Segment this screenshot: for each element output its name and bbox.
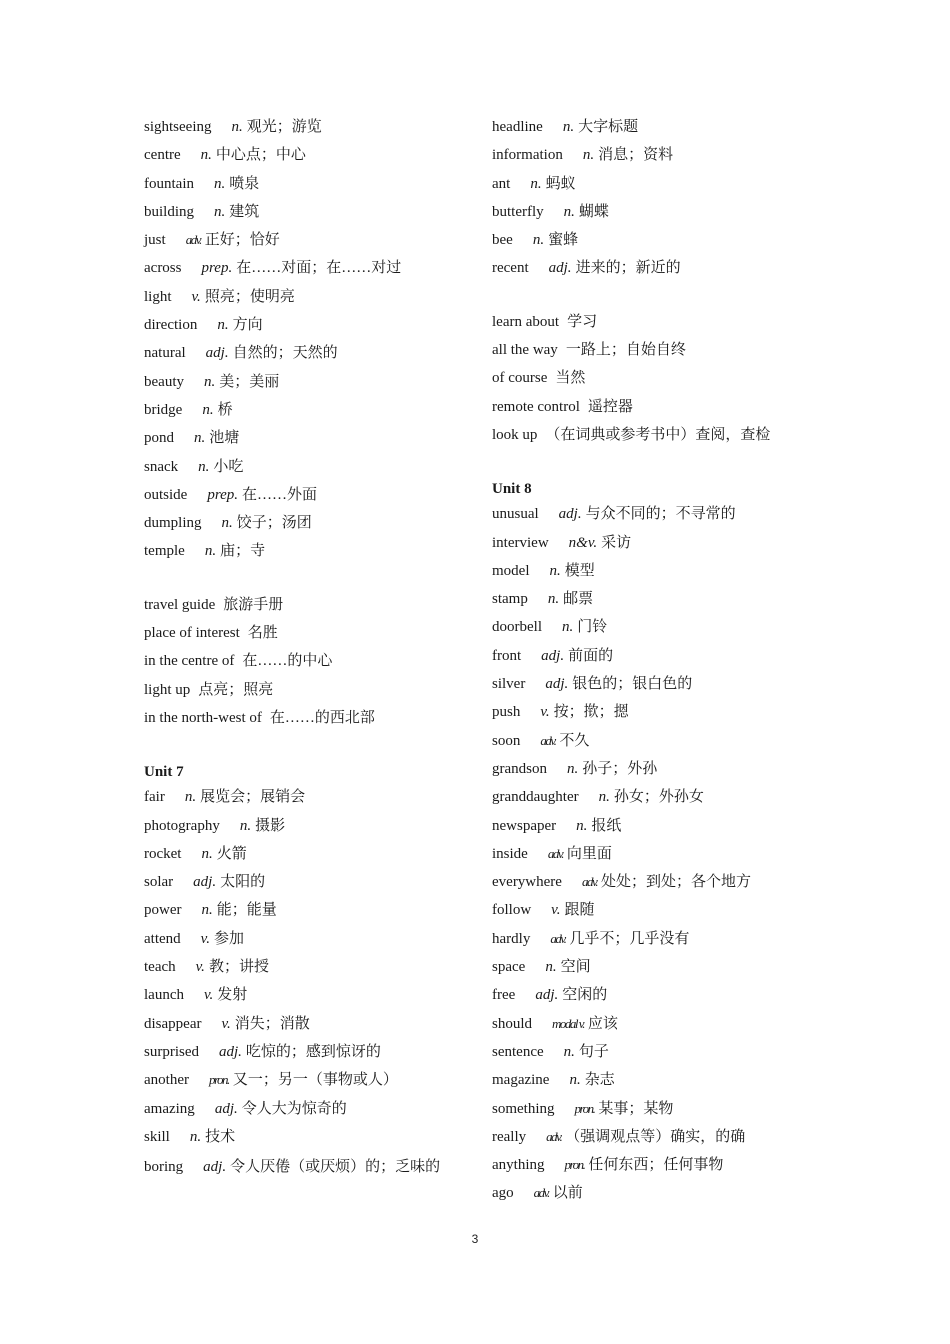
phrase-entry: [144, 593, 464, 621]
vocab-entry: [144, 455, 464, 483]
part-of-speech: n.: [200, 147, 212, 164]
vocab-meaning: 按；揿；摁: [553, 704, 629, 721]
vocab-word: bridge: [144, 401, 183, 418]
part-of-speech: prep.: [201, 260, 233, 277]
vocab-entry: [492, 785, 812, 813]
vocab-word: headline: [492, 119, 543, 135]
vocab-word: front: [492, 647, 522, 664]
vocab-entry: [144, 842, 464, 870]
vocab-meaning: 消失；消散: [234, 1015, 310, 1032]
vocab-word: granddaughter: [492, 789, 579, 806]
vocab-word: recent: [492, 260, 529, 277]
vocab-meaning: 在……外面: [242, 486, 318, 503]
vocab-meaning: 不久: [559, 732, 590, 749]
part-of-speech: adj.: [214, 1100, 238, 1117]
vocab-entry: [492, 842, 812, 870]
phrase-list-left: [144, 593, 464, 734]
phrase-list-right: [492, 310, 812, 451]
vocab-entry: [144, 814, 464, 842]
vocab-entry: [492, 115, 812, 143]
vocab-meaning: 方向: [232, 317, 263, 334]
phrase-entry: [492, 395, 812, 423]
phrase-meaning: 学习: [567, 313, 598, 330]
vocab-word: light: [144, 288, 172, 305]
vocab-word: power: [144, 902, 182, 919]
phrase-meaning: 名胜: [247, 625, 278, 642]
part-of-speech: n.: [545, 959, 557, 976]
vocab-entry: [144, 927, 464, 955]
vocab-entry: [144, 426, 464, 454]
vocab-entry: [144, 370, 464, 398]
vocab-meaning: 前面的: [568, 647, 614, 664]
vocab-entry: [144, 143, 464, 171]
vocab-entry: [492, 1181, 812, 1209]
vocab-entry: [144, 1040, 464, 1068]
vocab-word: beauty: [144, 373, 184, 390]
vocab-entry: [144, 983, 464, 1011]
vocab-word: push: [492, 704, 521, 721]
vocab-entry: [144, 898, 464, 926]
part-of-speech: n.: [549, 562, 561, 579]
part-of-speech: n.: [214, 175, 226, 192]
vocab-entry: [144, 115, 464, 143]
vocab-meaning: 蝴蝶: [578, 203, 609, 220]
vocab-entry: [492, 1097, 812, 1125]
vocab-entry: [492, 531, 812, 559]
part-of-speech: v.: [203, 987, 214, 1004]
vocab-entry: [492, 1125, 812, 1153]
vocab-word: another: [144, 1072, 189, 1089]
vocab-meaning: 进来的；新近的: [575, 260, 681, 277]
part-of-speech: n.: [184, 789, 197, 806]
vocab-meaning: 令人厌倦（或厌烦）的；乏味的: [230, 1159, 441, 1176]
vocab-entry: [492, 615, 812, 643]
vocab-meaning: 喷泉: [229, 175, 260, 192]
part-of-speech: n.: [214, 203, 226, 220]
part-of-speech: pron.: [208, 1072, 229, 1088]
part-of-speech: n.: [562, 119, 575, 135]
part-of-speech: v.: [200, 930, 210, 947]
part-of-speech: adv.: [533, 1185, 549, 1201]
part-of-speech: n.: [203, 373, 216, 390]
vocab-meaning: 自然的；天然的: [232, 345, 338, 362]
part-of-speech: n.: [221, 515, 233, 532]
vocab-entry: [144, 256, 464, 284]
vocab-entry: [492, 1068, 812, 1096]
vocab-meaning: 展览会；展销会: [200, 789, 306, 806]
vocab-entry: [492, 587, 812, 615]
vocab-entry: [144, 228, 464, 256]
vocab-entry: [144, 1097, 464, 1125]
vocab-entry: [144, 511, 464, 539]
phrase-text: in the centre of: [144, 653, 235, 670]
vocab-meaning: 任何东西；任何事物: [588, 1157, 724, 1174]
vocab-word: direction: [144, 317, 198, 334]
vocab-entry: [492, 927, 812, 955]
part-of-speech: adv.: [185, 232, 201, 248]
phrase-meaning: 一路上；自始自终: [565, 342, 686, 359]
right-column: [492, 115, 812, 1210]
part-of-speech: modal v.: [552, 1015, 584, 1031]
part-of-speech: n.: [547, 591, 560, 608]
vocab-entry: [492, 757, 812, 785]
vocab-word: everywhere: [492, 874, 562, 891]
vocab-meaning: 以前: [552, 1185, 583, 1202]
phrase-meaning: 遥控器: [587, 398, 633, 415]
phrase-entry: [144, 706, 464, 734]
part-of-speech: v.: [221, 1015, 231, 1032]
part-of-speech: v.: [191, 288, 201, 305]
phrase-text: look up: [492, 426, 538, 443]
vocab-list-left-1: [144, 115, 464, 568]
vocab-entry: [144, 483, 464, 511]
vocab-word: launch: [144, 987, 184, 1004]
phrase-meaning: （在词典或参考书中）查阅，查检: [545, 426, 771, 443]
vocab-meaning: 银色的；银白色的: [572, 676, 693, 693]
phrase-text: remote control: [492, 398, 580, 415]
vocab-word: something: [492, 1100, 555, 1117]
unit-7-heading: Unit 7: [144, 764, 184, 781]
part-of-speech: adj.: [193, 874, 217, 891]
phrase-meaning: 在……的西北部: [269, 709, 375, 726]
vocab-entry: [492, 172, 812, 200]
part-of-speech: n.: [202, 401, 214, 418]
vocab-entry: [144, 870, 464, 898]
vocab-word: should: [492, 1015, 533, 1032]
vocab-word: interview: [492, 534, 549, 551]
page-number: 3: [471, 1232, 479, 1246]
phrase-text: all the way: [492, 342, 558, 359]
part-of-speech: adj.: [203, 1159, 227, 1176]
vocab-meaning: 向里面: [566, 845, 612, 862]
vocab-word: bee: [492, 232, 513, 249]
vocab-meaning: 消息；资料: [598, 147, 674, 164]
vocab-meaning: 令人大为惊奇的: [241, 1100, 347, 1117]
vocab-word: solar: [144, 874, 174, 891]
vocab-meaning: 与众不同的；不寻常的: [585, 506, 736, 523]
vocab-word: snack: [144, 458, 179, 475]
vocab-entry: [492, 1012, 812, 1040]
phrase-meaning: 点亮；照亮: [198, 681, 274, 698]
vocab-meaning: 孙子；外孙: [582, 760, 658, 777]
vocab-word: grandson: [492, 760, 547, 777]
vocab-meaning: 空闲的: [562, 987, 608, 1004]
part-of-speech: n.: [569, 1072, 581, 1089]
vocab-meaning: 照亮；使明亮: [204, 288, 295, 305]
vocab-entry: [144, 539, 464, 567]
vocab-word: newspaper: [492, 817, 557, 834]
part-of-speech: n.: [189, 1128, 202, 1145]
vocab-meaning: 杂志: [584, 1072, 615, 1089]
vocab-entry: [144, 1125, 464, 1153]
phrase-entry: [144, 678, 464, 706]
part-of-speech: adj.: [205, 345, 229, 362]
phrase-text: of course: [492, 370, 548, 387]
vocab-meaning: 蚂蚁: [545, 175, 576, 192]
vocab-entry: [144, 955, 464, 983]
vocab-meaning: 太阳的: [220, 874, 266, 891]
vocab-word: amazing: [144, 1100, 195, 1117]
vocab-meaning: 火箭: [216, 845, 247, 862]
phrase-meaning: 旅游手册: [223, 596, 284, 613]
vocab-entry: [492, 729, 812, 757]
vocab-meaning: 模型: [564, 562, 595, 579]
vocab-entry: [492, 228, 812, 256]
vocab-meaning: 发射: [217, 987, 248, 1004]
vocab-entry: [144, 1153, 464, 1181]
vocab-word: dumpling: [144, 515, 202, 532]
part-of-speech: adv.: [581, 874, 598, 890]
part-of-speech: v.: [195, 959, 205, 976]
vocab-entry: [144, 1012, 464, 1040]
phrase-entry: [144, 621, 464, 649]
vocab-meaning: 中心点；中心: [215, 147, 306, 164]
vocab-meaning: 池塘: [209, 430, 240, 447]
vocab-entry: [492, 870, 812, 898]
vocab-meaning: 报纸: [591, 817, 622, 834]
vocab-meaning: 美；美丽: [219, 373, 280, 390]
vocab-word: sightseeing: [144, 119, 212, 135]
unit-8-heading: Unit 8: [492, 481, 532, 498]
vocab-meaning: 庙；寺: [220, 543, 266, 560]
vocab-list-unit-7: [144, 785, 464, 1181]
vocab-entry: [492, 559, 812, 587]
vocab-entry: [144, 313, 464, 341]
vocab-meaning: 应该: [587, 1015, 618, 1032]
vocab-entry: [492, 1153, 812, 1181]
vocab-word: ago: [492, 1185, 514, 1202]
vocab-entry: [492, 672, 812, 700]
vocab-meaning: 又一；另一（事物或人）: [232, 1072, 398, 1089]
part-of-speech: pron.: [574, 1100, 595, 1116]
vocab-meaning: 观光；游览: [246, 119, 322, 135]
phrase-text: light up: [144, 681, 191, 698]
part-of-speech: n.: [201, 845, 213, 862]
vocab-entry: [144, 398, 464, 426]
vocab-word: outside: [144, 486, 188, 503]
phrase-text: place of interest: [144, 625, 240, 642]
part-of-speech: n.: [231, 119, 243, 135]
vocab-entry: [492, 1040, 812, 1068]
part-of-speech: n.: [532, 232, 545, 249]
phrase-text: in the north-west of: [144, 709, 262, 726]
part-of-speech: adj.: [558, 506, 582, 523]
part-of-speech: n.: [563, 203, 575, 220]
vocab-word: attend: [144, 930, 181, 947]
vocab-meaning: 几乎不；几乎没有: [569, 930, 690, 947]
part-of-speech: v.: [540, 704, 550, 721]
left-column: [144, 115, 464, 1181]
vocab-word: pond: [144, 430, 174, 447]
part-of-speech: adj.: [541, 647, 565, 664]
vocab-word: soon: [492, 732, 521, 749]
vocab-entry: [492, 814, 812, 842]
vocab-word: magazine: [492, 1072, 550, 1089]
vocab-meaning: 蜜蜂: [548, 232, 579, 249]
vocab-entry: [492, 200, 812, 228]
vocab-entry: [492, 898, 812, 926]
phrase-entry: [492, 423, 812, 451]
part-of-speech: n.: [562, 619, 574, 636]
vocab-word: really: [492, 1128, 527, 1145]
vocab-list-unit-8: [492, 502, 812, 1209]
vocab-word: teach: [144, 959, 176, 976]
part-of-speech: n&v.: [568, 534, 598, 551]
part-of-speech: adj.: [219, 1043, 242, 1060]
vocab-meaning: 句子: [578, 1043, 609, 1060]
vocab-word: rocket: [144, 845, 182, 862]
part-of-speech: n.: [582, 147, 595, 164]
part-of-speech: adj.: [545, 676, 569, 693]
vocab-word: free: [492, 987, 516, 1004]
vocab-word: temple: [144, 543, 185, 560]
vocab-word: just: [144, 232, 166, 249]
vocab-entry: [492, 955, 812, 983]
vocab-word: surprised: [144, 1043, 199, 1060]
vocab-meaning: 门铃: [577, 619, 608, 636]
phrase-meaning: 当然: [555, 370, 586, 387]
vocab-word: doorbell: [492, 619, 542, 636]
part-of-speech: prep.: [207, 486, 239, 503]
vocab-word: unusual: [492, 506, 539, 523]
vocab-meaning: 某事；某物: [598, 1100, 674, 1117]
vocab-word: sentence: [492, 1043, 544, 1060]
vocab-meaning: 小吃: [213, 458, 244, 475]
phrase-entry: [492, 366, 812, 394]
vocab-meaning: 能；能量: [216, 902, 277, 919]
part-of-speech: adj.: [535, 987, 559, 1004]
part-of-speech: n.: [567, 760, 579, 777]
vocab-word: fountain: [144, 175, 194, 192]
vocab-entry: [144, 341, 464, 369]
vocab-entry: [492, 983, 812, 1011]
vocab-word: silver: [492, 676, 526, 693]
vocab-word: centre: [144, 147, 181, 164]
vocab-word: fair: [144, 789, 165, 806]
vocab-entry: [144, 200, 464, 228]
vocab-meaning: 参加: [213, 930, 244, 947]
vocab-meaning: 吃惊的；感到惊讶的: [245, 1043, 381, 1060]
vocab-entry: [492, 256, 812, 284]
part-of-speech: n.: [598, 789, 610, 806]
vocab-word: model: [492, 562, 530, 579]
vocab-meaning: 技术: [205, 1128, 236, 1145]
vocab-word: skill: [144, 1128, 170, 1145]
vocab-word: disappear: [144, 1015, 202, 1032]
vocab-meaning: 大字标题: [578, 119, 639, 135]
part-of-speech: adv.: [550, 930, 566, 946]
phrase-text: travel guide: [144, 596, 216, 613]
part-of-speech: adv.: [546, 1128, 562, 1144]
vocab-word: boring: [144, 1159, 184, 1176]
vocab-word: inside: [492, 845, 528, 862]
phrase-meaning: 在……的中心: [242, 653, 333, 670]
vocab-meaning: 空间: [560, 959, 591, 976]
part-of-speech: adj.: [548, 260, 572, 277]
vocab-word: photography: [144, 817, 220, 834]
vocab-entry: [144, 785, 464, 813]
vocab-meaning: 桥: [217, 401, 233, 418]
vocab-meaning: 孙女；外孙女: [613, 789, 704, 806]
vocab-word: natural: [144, 345, 186, 362]
vocab-word: space: [492, 959, 526, 976]
vocab-entry: [144, 1068, 464, 1096]
vocab-list-right-1: [492, 115, 812, 285]
vocab-word: building: [144, 203, 195, 220]
part-of-speech: n.: [239, 817, 252, 834]
phrase-entry: [492, 310, 812, 338]
vocab-meaning: 邮票: [563, 591, 594, 608]
phrase-entry: [144, 649, 464, 677]
part-of-speech: n.: [217, 317, 229, 334]
vocab-meaning: 摄影: [255, 817, 286, 834]
vocab-word: stamp: [492, 591, 528, 608]
vocab-meaning: 教；讲授: [208, 959, 269, 976]
part-of-speech: n.: [194, 430, 206, 447]
vocab-word: follow: [492, 902, 532, 919]
vocab-word: ant: [492, 175, 511, 192]
part-of-speech: n.: [198, 458, 210, 475]
vocab-meaning: 处处；到处；各个地方: [601, 874, 752, 891]
vocab-meaning: （强调观点等）确实，的确: [565, 1128, 746, 1145]
vocab-meaning: 采访: [601, 534, 632, 551]
vocab-word: information: [492, 147, 563, 164]
part-of-speech: n.: [201, 902, 213, 919]
phrase-text: learn about: [492, 313, 560, 330]
vocab-meaning: 正好；恰好: [204, 232, 280, 249]
vocab-word: butterfly: [492, 203, 544, 220]
vocab-entry: [144, 285, 464, 313]
phrase-entry: [492, 338, 812, 366]
vocab-entry: [492, 644, 812, 672]
part-of-speech: n.: [204, 543, 217, 560]
vocab-meaning: 在……对面；在……对过: [236, 260, 402, 277]
vocab-entry: [492, 700, 812, 728]
part-of-speech: n.: [530, 175, 542, 192]
part-of-speech: adv.: [540, 732, 556, 748]
vocab-word: anything: [492, 1157, 545, 1174]
part-of-speech: pron.: [564, 1157, 585, 1173]
vocab-entry: [492, 143, 812, 171]
vocab-meaning: 建筑: [229, 203, 260, 220]
vocab-meaning: 饺子；汤团: [236, 515, 312, 532]
vocab-meaning: 跟随: [564, 902, 595, 919]
vocab-entry: [144, 172, 464, 200]
vocab-entry: [492, 502, 812, 530]
part-of-speech: n.: [563, 1043, 575, 1060]
part-of-speech: adv.: [547, 845, 563, 861]
vocab-word: across: [144, 260, 182, 277]
part-of-speech: n.: [576, 817, 588, 834]
vocab-word: hardly: [492, 930, 531, 947]
part-of-speech: v.: [551, 902, 561, 919]
